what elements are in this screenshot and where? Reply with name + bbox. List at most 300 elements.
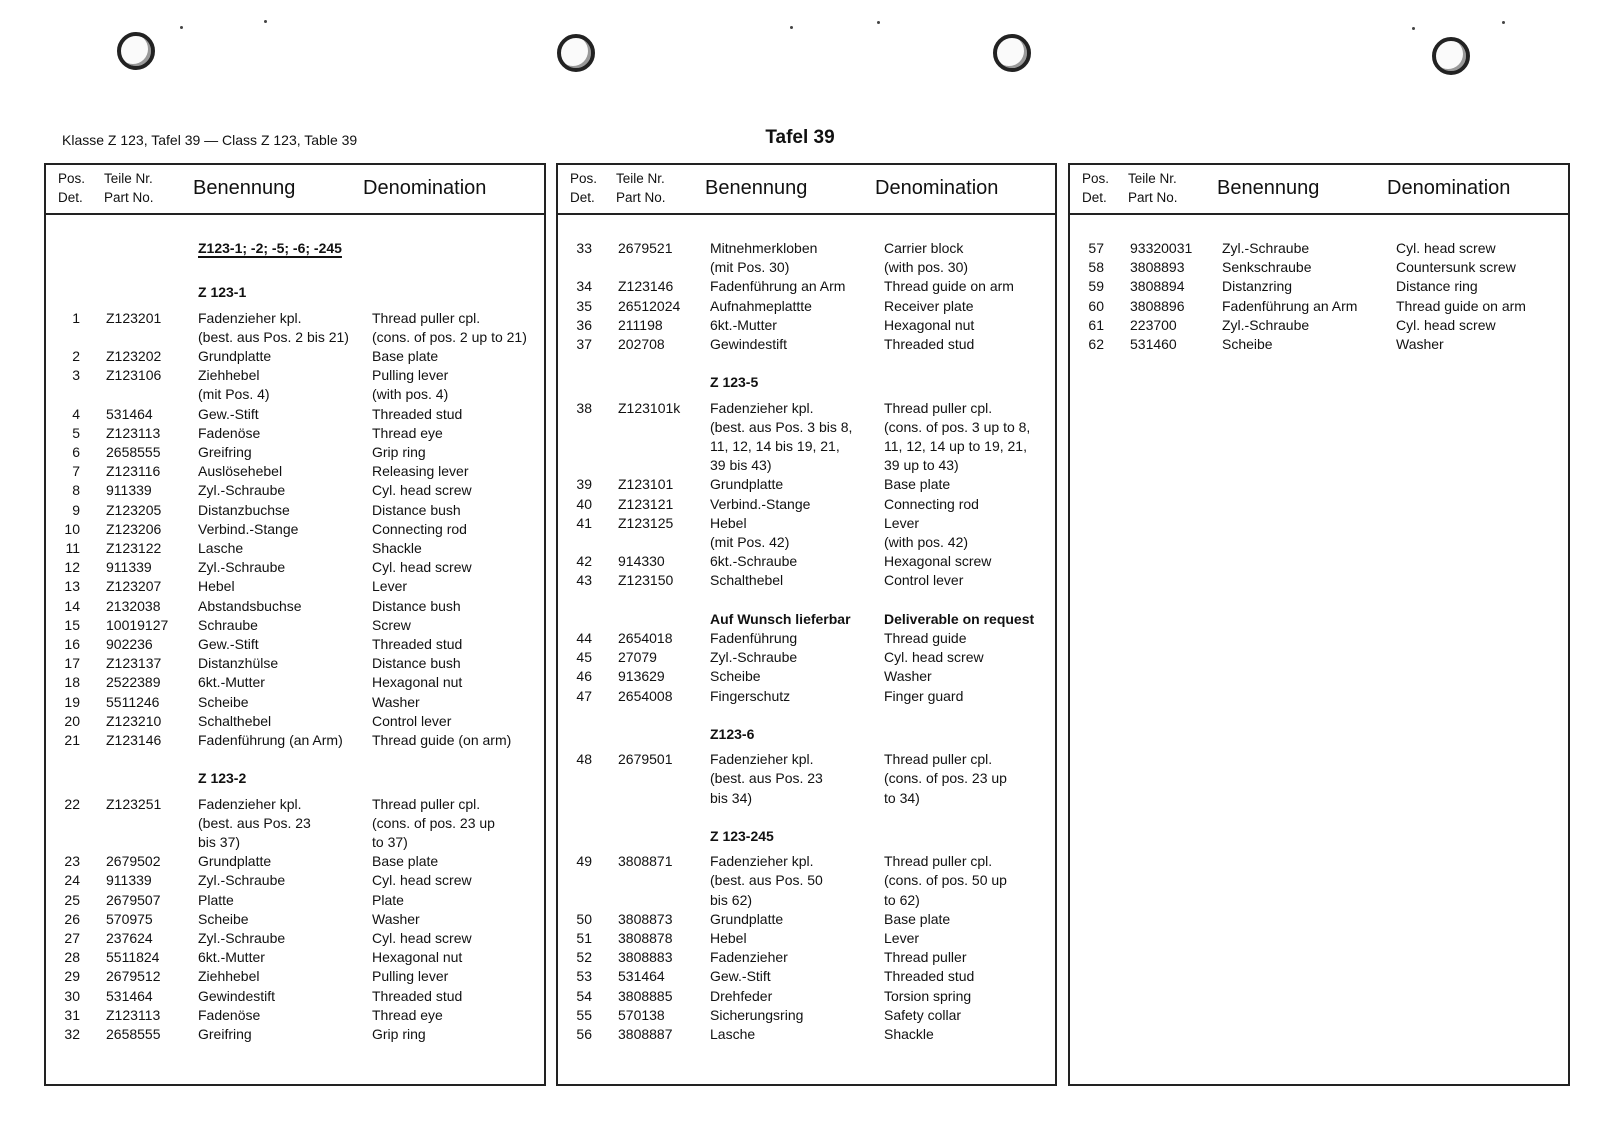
table-row [46, 539, 544, 558]
denomination-text: Connecting rod [884, 495, 979, 512]
table-row [1070, 316, 1568, 335]
part-number: 3808871 [618, 853, 673, 870]
column-part-no: Part No. [616, 190, 666, 205]
benennung-text: Greifring [198, 444, 252, 460]
pos-number: 37 [576, 336, 592, 352]
pos-number: 25 [64, 891, 80, 908]
denomination-text: Cyl. head screw [1396, 316, 1496, 333]
benennung-text: Fadenzieher kpl. [198, 795, 302, 812]
part-number: Z123125 [618, 514, 674, 531]
benennung-text: Scheibe [198, 693, 249, 710]
table-row [46, 424, 544, 443]
benennung-text: 6kt.-Schraube [710, 553, 798, 570]
pos-number: 40 [576, 495, 592, 512]
part-number: 3808878 [618, 930, 673, 946]
benennung-text: Sicherungsring [710, 1006, 804, 1023]
denomination-text: Threaded stud [884, 336, 975, 352]
table-row [1070, 277, 1568, 296]
part-number: 3808887 [618, 1026, 673, 1042]
pos-number: 26 [64, 910, 80, 927]
denomination-text: Thread puller cpl. [372, 309, 481, 326]
column-pos-label [1082, 169, 1109, 207]
denomination-text: Finger guard [884, 687, 964, 704]
denomination-text: Control lever [372, 712, 452, 729]
benennung-text: Gew.-Stift [198, 636, 259, 652]
pos-number: 22 [64, 795, 80, 812]
punch-hole-1 [117, 32, 155, 70]
benennung-text: Fadenöse [198, 424, 261, 441]
denomination-text: Thread guide [884, 630, 967, 646]
denomination-text: Base plate [372, 853, 439, 870]
denomination-text: to 34) [884, 789, 920, 806]
pos-number: 20 [64, 712, 80, 729]
benennung-text: Grundplatte [710, 476, 784, 493]
table-row [558, 552, 1055, 571]
part-number: 3808883 [618, 949, 673, 966]
part-number: 2679501 [618, 751, 673, 768]
table-row [1070, 335, 1568, 354]
benennung-text: Fadenführung [710, 630, 798, 646]
part-number: 531464 [106, 987, 153, 1004]
denomination-text: Countersunk screw [1396, 259, 1516, 276]
part-number: 93320031 [1130, 240, 1193, 256]
table-row [558, 852, 1055, 871]
benennung-text: Distanzring [1222, 278, 1293, 295]
benennung-text: (best. aus Pos. 2 bis 21) [198, 328, 349, 345]
pos-number: 61 [1088, 316, 1104, 333]
benennung-text: 6kt.-Mutter [710, 316, 777, 333]
part-number: 531460 [1130, 336, 1177, 352]
denomination-text: Pulling lever [372, 367, 449, 384]
benennung-text: Schalthebel [710, 572, 784, 589]
benennung-text: Fadenzieher kpl. [710, 399, 814, 416]
part-number: 531464 [106, 405, 153, 422]
denomination-text: Hexagonal nut [372, 949, 463, 966]
benennung-text: Ziehhebel [198, 367, 260, 384]
speck [1412, 27, 1415, 30]
part-number: Z123122 [106, 540, 162, 556]
table-row [46, 616, 544, 635]
column-header [1070, 165, 1568, 215]
benennung-text: Lasche [198, 540, 244, 556]
denomination-text: Torsion spring [884, 987, 972, 1004]
benennung-text: Senkschraube [1222, 259, 1312, 276]
pos-number: 38 [576, 399, 592, 416]
pos-number: 58 [1088, 259, 1104, 276]
benennung-text: Fadenführung an Arm [710, 278, 846, 295]
part-number: 10019127 [106, 616, 169, 633]
part-number: 2654018 [618, 630, 673, 646]
table-row [558, 987, 1055, 1006]
benennung-text: Gewindestift [198, 987, 276, 1004]
denomination-text: Washer [1396, 336, 1444, 352]
document-class-header: Klasse Z 123, Tafel 39 — Class Z 123, Table 39 [62, 132, 358, 148]
denomination-text: Thread guide on arm [1396, 297, 1526, 314]
denomination-text: Thread puller cpl. [884, 751, 993, 768]
benennung-text: Scheibe [198, 910, 249, 927]
benennung-text: Zyl.-Schraube [198, 559, 286, 576]
part-number: 2654008 [618, 687, 673, 704]
benennung-text: (best. aus Pos. 23 [710, 770, 823, 787]
denomination-text: Thread puller cpl. [372, 795, 481, 812]
column-pos-det: Det. [1082, 190, 1107, 205]
benennung-text: bis 34) [710, 789, 753, 806]
denomination-text: Cyl. head screw [1396, 240, 1496, 256]
denomination-text: Hexagonal screw [884, 553, 992, 570]
benennung-text: (best. aus Pos. 50 [710, 872, 823, 889]
denomination-text: Distance ring [1396, 278, 1478, 295]
table-row [46, 481, 544, 500]
table-row [46, 948, 544, 967]
pos-number: 53 [576, 968, 592, 985]
part-number: 26512024 [618, 297, 681, 314]
benennung-text: Greifring [198, 1026, 252, 1042]
benennung-text: Zyl.-Schraube [1222, 316, 1310, 333]
table-row [46, 405, 544, 424]
part-number: 3808893 [1130, 259, 1185, 276]
speck [1502, 21, 1505, 24]
part-number: 3808896 [1130, 297, 1185, 314]
part-number: 570975 [106, 910, 153, 927]
denomination-text: Thread eye [372, 1006, 443, 1023]
table-row [46, 814, 544, 833]
part-number: 27079 [618, 649, 657, 666]
part-number: 531464 [618, 968, 665, 985]
denomination-text: Threaded stud [372, 405, 463, 422]
part-number: Z123201 [106, 309, 162, 326]
benennung-text: Grundplatte [198, 348, 272, 364]
benennung-text: Fingerschutz [710, 687, 791, 704]
part-number: 2522389 [106, 674, 161, 691]
table-row [558, 891, 1055, 910]
part-number: 570138 [618, 1006, 665, 1023]
denomination-text: Thread eye [372, 424, 443, 441]
punch-hole-4 [1432, 37, 1470, 75]
column-pos-label [58, 169, 85, 207]
pos-number: 50 [576, 910, 592, 927]
table-row [558, 277, 1055, 296]
table-row [558, 929, 1055, 948]
denomination-text: Thread guide (on arm) [372, 732, 512, 748]
part-number: 5511824 [106, 949, 160, 966]
pos-number: 3 [72, 367, 80, 384]
benennung-text: Drehfeder [710, 987, 773, 1004]
pos-number: 29 [64, 968, 80, 985]
benennung-text: (mit Pos. 4) [198, 386, 270, 403]
benennung-text: Fadenöse [198, 1006, 261, 1023]
table-row [558, 629, 1055, 648]
denomination-text: Grip ring [372, 444, 426, 460]
column-denomination: Denomination [875, 177, 999, 199]
pos-number: 54 [576, 987, 592, 1004]
page-title: Tafel 39 [765, 127, 835, 148]
denomination-text: Carrier block [884, 240, 964, 256]
table-row [558, 750, 1055, 769]
section-heading [46, 283, 544, 302]
pos-number: 2 [72, 348, 80, 364]
denomination-text: to 62) [884, 891, 920, 908]
table-row [558, 648, 1055, 667]
table-row [46, 577, 544, 596]
part-number: 913629 [618, 668, 665, 685]
table-row [558, 239, 1055, 258]
table-row [558, 514, 1055, 533]
denomination-text: Distance bush [372, 597, 461, 614]
benennung-text: Fadenführung an Arm [1222, 297, 1358, 314]
table-row [46, 967, 544, 986]
pos-number: 41 [576, 514, 592, 531]
denomination-text: 39 up to 43) [884, 457, 959, 474]
pos-number: 21 [64, 732, 80, 748]
denomination-text: Threaded stud [884, 968, 975, 985]
table-row [558, 316, 1055, 335]
pos-number: 55 [576, 1006, 592, 1023]
benennung-text: Scheibe [710, 668, 761, 685]
table-row [558, 418, 1055, 437]
denomination-text: Threaded stud [372, 987, 463, 1004]
denomination-text: Base plate [884, 476, 951, 493]
section-heading-label: Z 123-245 [710, 828, 774, 844]
part-number: Z123106 [106, 367, 162, 384]
table-row [558, 948, 1055, 967]
table-row [46, 1025, 544, 1044]
benennung-text: Lasche [710, 1026, 756, 1042]
benennung-text: (mit Pos. 42) [710, 534, 790, 550]
part-number: Z123137 [106, 655, 162, 672]
part-number: 2679521 [618, 240, 673, 256]
part-number: 902236 [106, 636, 153, 652]
benennung-text: Schalthebel [198, 712, 272, 729]
column-part-no: Part No. [1128, 190, 1178, 205]
part-number: 5511246 [106, 693, 160, 710]
pos-number: 6 [72, 444, 80, 460]
benennung-text: Verbind.-Stange [710, 495, 811, 512]
pos-number: 13 [64, 578, 80, 595]
column-teile-nr: Teile Nr. [104, 171, 153, 186]
benennung-text: Zyl.-Schraube [198, 482, 286, 499]
table-row [558, 910, 1055, 929]
pos-number: 48 [576, 751, 592, 768]
column-teile-nr: Teile Nr. [616, 171, 665, 186]
part-number: Z123146 [618, 278, 674, 295]
table-row [558, 456, 1055, 475]
table-row [46, 673, 544, 692]
table-row [46, 795, 544, 814]
denomination-text: Thread puller [884, 949, 967, 966]
table-row [1070, 297, 1568, 316]
table-row [46, 597, 544, 616]
table-row [46, 712, 544, 731]
benennung-text: bis 37) [198, 834, 241, 850]
section-heading [558, 373, 1055, 392]
part-number: Z123113 [106, 1006, 161, 1023]
column-teile-nr: Teile Nr. [1128, 171, 1177, 186]
part-number: 211198 [618, 316, 663, 333]
pos-number: 19 [64, 693, 80, 710]
benennung-text: Grundplatte [710, 910, 784, 927]
section-heading [46, 239, 544, 258]
benennung-text: Distanzhülse [198, 655, 279, 672]
table-row [46, 443, 544, 462]
benennung-text: Zyl.-Schraube [198, 872, 286, 889]
part-number: Z123121 [618, 495, 674, 512]
denomination-text: (cons. of pos. 2 up to 21) [372, 328, 527, 345]
column-part-no: Part No. [104, 190, 154, 205]
pos-number: 62 [1088, 336, 1104, 352]
pos-number: 18 [64, 674, 80, 691]
speck [264, 20, 267, 23]
denomination-text: Thread puller cpl. [884, 853, 993, 870]
pos-number: 28 [64, 949, 80, 966]
table-row [558, 789, 1055, 808]
benennung-text: Hebel [710, 930, 747, 946]
column-part-label [616, 169, 666, 207]
benennung-text: Scheibe [1222, 336, 1273, 352]
table-row [558, 667, 1055, 686]
table-row [1070, 239, 1568, 258]
denomination-text: Washer [372, 910, 420, 927]
denomination-text: Receiver plate [884, 297, 974, 314]
table-row [46, 385, 544, 404]
denomination-text: Shackle [372, 540, 422, 556]
benennung-text: Zyl.-Schraube [1222, 240, 1310, 256]
denomination-text: (cons. of pos. 23 up [372, 814, 495, 831]
table-row [46, 852, 544, 871]
table-row [46, 520, 544, 539]
denomination-text: (cons. of pos. 23 up [884, 770, 1007, 787]
benennung-text: (best. aus Pos. 23 [198, 814, 311, 831]
part-number: Z123101 [618, 476, 674, 493]
pos-number: 14 [64, 597, 80, 614]
pos-number: 42 [576, 553, 592, 570]
denomination-text: Cyl. head screw [884, 649, 984, 666]
pos-number: 35 [576, 297, 592, 314]
benennung-text: bis 62) [710, 891, 753, 908]
benennung-text: Ziehhebel [198, 968, 260, 985]
column-benennung: Benennung [705, 177, 808, 199]
part-number: 911339 [106, 872, 152, 889]
section-heading-label: Z123-1; -2; -5; -6; -245 [198, 240, 342, 256]
pos-number: 1 [72, 309, 80, 326]
part-number: 911339 [106, 482, 152, 499]
table-row [558, 258, 1055, 277]
benennung-text: 6kt.-Mutter [198, 949, 265, 966]
benennung-text: Mitnehmerkloben [710, 240, 818, 256]
denomination-text: Screw [372, 616, 411, 633]
denomination-text: (cons. of pos. 3 up to 8, [884, 418, 1031, 435]
parts-table-panel-2 [556, 163, 1057, 1086]
pos-number: 15 [64, 616, 80, 633]
section-heading-en: Deliverable on request [884, 610, 1035, 627]
part-number: 223700 [1130, 316, 1177, 333]
table-row [558, 495, 1055, 514]
table-row [558, 297, 1055, 316]
parts-table-panel-3 [1068, 163, 1570, 1086]
denomination-text: Cyl. head screw [372, 872, 472, 889]
table-row [46, 891, 544, 910]
denomination-text: Base plate [372, 348, 439, 364]
column-pos-det: Det. [58, 190, 83, 205]
benennung-text: Fadenzieher kpl. [198, 309, 302, 326]
table-row [558, 769, 1055, 788]
benennung-text: 11, 12, 14 bis 19, 21, [710, 438, 840, 454]
part-number: Z123101k [618, 399, 681, 416]
pos-number: 43 [576, 572, 592, 589]
denomination-text: (cons. of pos. 50 up [884, 872, 1007, 889]
denomination-text: Distance bush [372, 655, 461, 672]
denomination-text: Plate [372, 891, 404, 908]
section-heading-label: Z 123-1 [198, 284, 247, 301]
speck [180, 26, 183, 29]
pos-number: 57 [1088, 240, 1104, 256]
benennung-text: Zyl.-Schraube [198, 930, 286, 946]
pos-number: 7 [72, 463, 80, 480]
table-row [46, 309, 544, 328]
column-pos-de: Pos. [1082, 171, 1110, 186]
denomination-text: Releasing lever [372, 463, 469, 480]
denomination-text: (with pos. 42) [884, 534, 969, 550]
denomination-text: Hexagonal nut [372, 674, 463, 691]
table-row [46, 1006, 544, 1025]
column-part-label [104, 169, 154, 207]
denomination-text: Safety collar [884, 1006, 962, 1023]
pos-number: 36 [576, 316, 592, 333]
part-number: 237624 [106, 930, 153, 946]
table-row [46, 558, 544, 577]
table-row [46, 833, 544, 852]
column-benennung: Benennung [193, 177, 296, 199]
benennung-text: Grundplatte [198, 853, 272, 870]
table-row [558, 335, 1055, 354]
denomination-text: Base plate [884, 910, 951, 927]
denomination-text: Lever [372, 578, 408, 595]
speck [790, 26, 793, 29]
benennung-text: Hebel [710, 514, 747, 531]
part-number: 3808873 [618, 910, 673, 927]
benennung-text: 6kt.-Mutter [198, 674, 265, 691]
speck [877, 21, 880, 24]
benennung-text: Aufnahmeplattte [710, 297, 812, 314]
table-row [46, 347, 544, 366]
part-number: Z123206 [106, 520, 162, 537]
table-row [558, 475, 1055, 494]
denomination-text: Lever [884, 514, 920, 531]
table-row [46, 731, 544, 750]
pos-number: 16 [64, 636, 80, 652]
denomination-text: Control lever [884, 572, 964, 589]
pos-number: 4 [72, 405, 80, 422]
section-heading [558, 725, 1055, 744]
pos-number: 60 [1088, 297, 1104, 314]
part-number: 914330 [618, 553, 665, 570]
denomination-text: Cyl. head screw [372, 482, 472, 499]
punch-hole-2 [557, 34, 595, 72]
section-heading [558, 610, 1055, 629]
parts-table-panel-1 [44, 163, 546, 1086]
benennung-text: (mit Pos. 30) [710, 259, 790, 276]
column-header [558, 165, 1055, 215]
part-number: Z123210 [106, 712, 162, 729]
pos-number: 24 [64, 872, 80, 889]
benennung-text: Schraube [198, 616, 258, 633]
pos-number: 27 [64, 930, 80, 946]
denomination-text: Connecting rod [372, 520, 467, 537]
column-part-label [1128, 169, 1178, 207]
pos-number: 23 [64, 853, 80, 870]
table-row [46, 635, 544, 654]
table-row [46, 366, 544, 385]
benennung-text: Fadenzieher kpl. [710, 853, 814, 870]
